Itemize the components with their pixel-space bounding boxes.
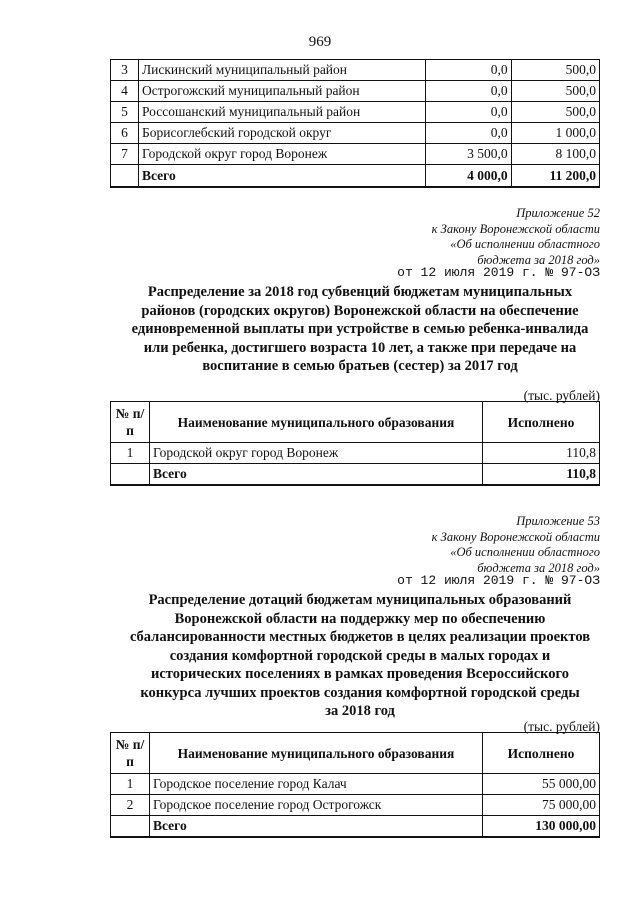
appendix-line: «Об исполнении областного — [450, 545, 600, 559]
value-1: 0,0 — [425, 81, 511, 102]
table-header-row — [111, 733, 600, 774]
table-row — [111, 774, 600, 795]
decree-stamp: от 12 июля 2019 г. № 97-ОЗ — [397, 573, 600, 588]
total-label: Всего — [150, 816, 483, 838]
subvention-table — [110, 401, 600, 486]
units-label: (тыс. рублей) — [523, 719, 600, 734]
total-value: 110,8 — [483, 464, 600, 486]
value-1: 0,0 — [425, 60, 511, 81]
appendix-line: бюджета за 2018 год» — [477, 560, 600, 575]
title-line: Распределение дотаций бюджетам муниципальных образований — [148, 592, 572, 608]
header-value: Исполнено — [483, 402, 600, 443]
table-row — [111, 795, 600, 816]
total-label: Всего — [139, 165, 426, 188]
section-title — [100, 591, 620, 721]
row-value: 110,8 — [483, 443, 600, 464]
row-value: 75 000,00 — [483, 795, 600, 816]
municipality-name: Россошанский муниципальный район — [139, 102, 426, 123]
value-2: 1 000,0 — [511, 123, 599, 144]
municipality-name: Городской округ город Воронеж — [139, 144, 426, 165]
appendix-line: «Об исполнении областного — [450, 237, 600, 251]
value-1: 0,0 — [425, 102, 511, 123]
table-row — [111, 60, 600, 81]
row-number: 7 — [111, 144, 139, 165]
title-line: воспитание в семью братьев (сестер) за 2017 год — [202, 358, 518, 374]
header-number: № п/п — [111, 733, 150, 774]
header-name: Наименование муниципального образования — [150, 733, 483, 774]
empty-cell — [111, 165, 139, 188]
appendix-52-caption — [340, 206, 600, 268]
row-number: 6 — [111, 123, 139, 144]
value-2: 500,0 — [511, 81, 599, 102]
municipality-name: Городское поселение город Острогожск — [150, 795, 483, 816]
table-row — [111, 102, 600, 123]
total-row — [111, 464, 600, 486]
municipality-name: Лискинский муниципальный район — [139, 60, 426, 81]
continuation-table — [110, 59, 600, 188]
total-row — [111, 165, 600, 188]
total-value-2: 11 200,0 — [511, 165, 599, 188]
decree-stamp: от 12 июля 2019 г. № 97-ОЗ — [397, 265, 600, 280]
total-row — [111, 816, 600, 838]
appendix-line: к Закону Воронежской области — [431, 529, 600, 544]
table-row — [111, 443, 600, 464]
row-number: 5 — [111, 102, 139, 123]
title-line: сбалансированности местных бюджетов в целях реализации проектов — [129, 629, 591, 645]
header-number: № п/п — [111, 402, 150, 443]
title-line: исторических поселениях в рамках проведения Всероссийского — [150, 666, 570, 682]
appendix-line: бюджета за 2018 год» — [477, 252, 600, 267]
value-1: 0,0 — [425, 123, 511, 144]
header-value: Исполнено — [483, 733, 600, 774]
appendix-line: к Закону Воронежской области — [431, 221, 600, 236]
title-line: Распределение за 2018 год субвенций бюджетам муниципальных — [147, 284, 573, 300]
title-line: Воронежской области на поддержку мер по обеспечению — [174, 610, 546, 627]
header-name: Наименование муниципального образования — [150, 402, 483, 443]
value-2: 500,0 — [511, 102, 599, 123]
total-label: Всего — [150, 464, 483, 486]
title-line: создания комфортной городской среды в малых городах и — [169, 647, 551, 664]
value-2: 500,0 — [511, 60, 599, 81]
row-number: 3 — [111, 60, 139, 81]
municipality-name: Острогожский муниципальный район — [139, 81, 426, 102]
empty-cell — [111, 816, 150, 838]
units-label: (тыс. рублей) — [523, 388, 600, 403]
row-number: 4 — [111, 81, 139, 102]
empty-cell — [111, 464, 150, 486]
appendix-line: Приложение 52 — [516, 206, 600, 220]
table-header-row — [111, 402, 600, 443]
value-2: 8 100,0 — [511, 144, 599, 165]
page-number: 969 — [308, 34, 332, 50]
table-row — [111, 144, 600, 165]
municipality-name: Городской округ город Воронеж — [150, 443, 483, 464]
row-number: 2 — [111, 795, 150, 816]
section-title — [100, 283, 620, 376]
municipality-name: Городское поселение город Калач — [150, 774, 483, 795]
title-line: за 2018 год — [325, 703, 395, 719]
row-number: 1 — [111, 774, 150, 795]
appendix-line: Приложение 53 — [516, 514, 600, 528]
table-row — [111, 123, 600, 144]
title-line: конкурса лучших проектов создания комфортной городской среды — [140, 684, 580, 701]
total-value-1: 4 000,0 — [425, 165, 511, 188]
municipality-name: Борисоглебский городской округ — [139, 123, 426, 144]
total-value: 130 000,00 — [483, 816, 600, 838]
appendix-53-caption — [340, 514, 600, 576]
title-line: районов (городских округов) Воронежской области на обеспечение — [141, 302, 579, 319]
title-line: или ребенка, достигшего возраста 10 лет, а также при передаче на — [143, 339, 577, 356]
row-number: 1 — [111, 443, 150, 464]
grant-table — [110, 732, 600, 838]
table-row — [111, 81, 600, 102]
title-line: единовременной выплаты при устройстве в семью ребенка-инвалида — [131, 321, 589, 337]
row-value: 55 000,00 — [483, 774, 600, 795]
value-1: 3 500,0 — [425, 144, 511, 165]
